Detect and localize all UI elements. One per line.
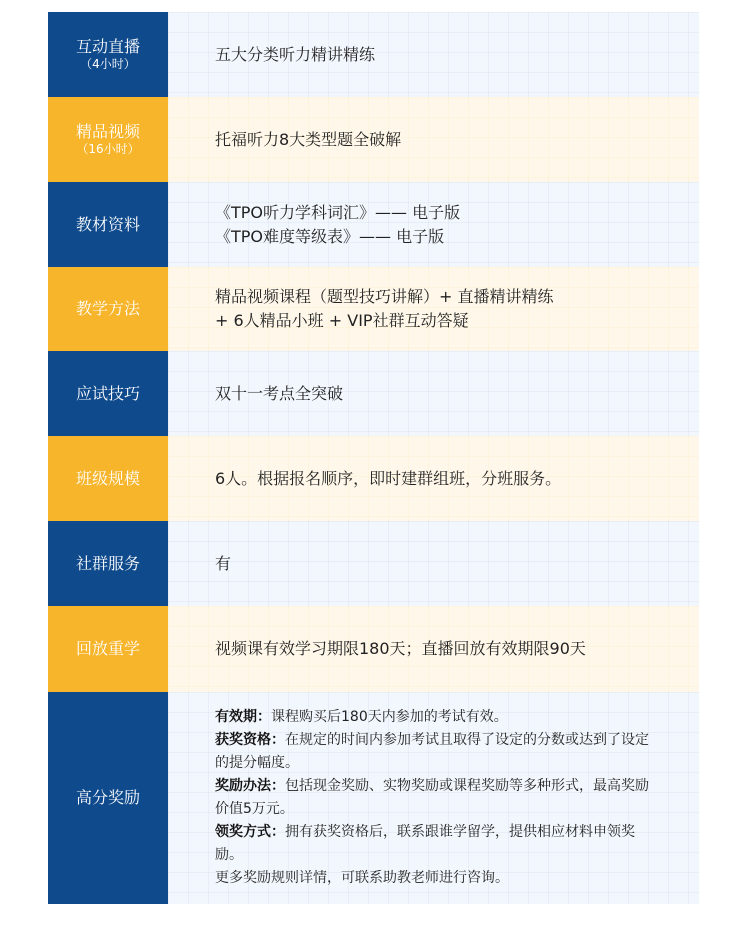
row-replay xyxy=(48,606,699,692)
reward-item xyxy=(215,729,660,775)
row-label xyxy=(48,692,168,904)
row-content xyxy=(168,351,699,436)
row-label xyxy=(48,351,168,436)
row-content xyxy=(168,521,699,606)
reward-text: 在规定的时间内参加考试且取得了设定的分数或达到了设定的提分幅度。 xyxy=(215,732,649,771)
row-class-size xyxy=(48,436,699,521)
reward-item xyxy=(215,775,660,821)
reward-text: 包括现金奖励、实物奖励或课程奖励等多种形式，最高奖励价值5万元。 xyxy=(215,778,649,817)
content-line: 6人。根据报名顺序，即时建群组班，分班服务。 xyxy=(215,468,562,488)
row-content xyxy=(168,97,699,182)
label-text: 精品视频 xyxy=(75,122,140,141)
row-label xyxy=(48,97,168,182)
label-text: 高分奖励 xyxy=(75,788,140,807)
label-text: 回放重学 xyxy=(75,639,140,658)
reward-text: 拥有获奖资格后，联系跟谁学留学，提供相应材料申领奖励。 xyxy=(215,824,635,863)
row-content xyxy=(168,606,699,692)
label-sub: （16小时） xyxy=(76,142,140,156)
reward-key: 领奖方式： xyxy=(215,824,285,840)
label-sub: （4小时） xyxy=(80,57,136,71)
reward-key: 有效期： xyxy=(215,709,271,725)
content-line: 《TPO听力学科词汇》—— 电子版 xyxy=(215,202,461,222)
label-text: 教学方法 xyxy=(75,299,140,318)
reward-item xyxy=(215,867,699,890)
content-line: 双十一考点全突破 xyxy=(215,383,344,403)
content-line: 托福听力8大类型题全破解 xyxy=(215,129,402,149)
row-method xyxy=(48,267,699,351)
row-video xyxy=(48,97,699,182)
reward-key: 获奖资格： xyxy=(215,732,285,748)
row-live xyxy=(48,12,699,97)
reward-item xyxy=(215,821,660,867)
reward-text: 更多奖励规则详情，可联系助教老师进行咨询。 xyxy=(215,870,509,886)
course-info-table xyxy=(48,12,699,904)
row-reward xyxy=(48,692,699,904)
row-materials xyxy=(48,182,699,267)
label-text: 班级规模 xyxy=(75,468,140,488)
content-line: 视频课有效学习期限180天；直播回放有效期限90天 xyxy=(215,639,586,658)
reward-text: 课程购买后180天内参加的考试有效。 xyxy=(271,709,508,725)
row-content xyxy=(168,12,699,97)
row-label xyxy=(48,267,168,351)
content-line: 《TPO难度等级表》—— 电子版 xyxy=(215,226,445,246)
label-text: 互动直播 xyxy=(75,37,140,56)
row-skills xyxy=(48,351,699,436)
label-text: 教材资料 xyxy=(75,214,140,234)
row-content xyxy=(168,182,699,267)
row-label xyxy=(48,12,168,97)
row-label xyxy=(48,182,168,267)
row-label xyxy=(48,521,168,606)
row-label xyxy=(48,436,168,521)
row-label xyxy=(48,606,168,692)
content-line: 有 xyxy=(215,553,232,573)
reward-item xyxy=(215,706,699,729)
content-line: 精品视频课程（题型技巧讲解）+ 直播精讲精练 xyxy=(215,287,554,306)
content-line: 五大分类听力精讲精练 xyxy=(215,44,376,64)
reward-key: 奖励办法： xyxy=(215,778,285,794)
reward-content xyxy=(168,692,699,904)
label-text: 应试技巧 xyxy=(75,383,140,403)
row-content xyxy=(168,267,699,351)
content-line: + 6人精品小班 + VIP社群互动答疑 xyxy=(215,311,469,330)
label-text: 社群服务 xyxy=(75,553,140,573)
row-content xyxy=(168,436,699,521)
row-community xyxy=(48,521,699,606)
